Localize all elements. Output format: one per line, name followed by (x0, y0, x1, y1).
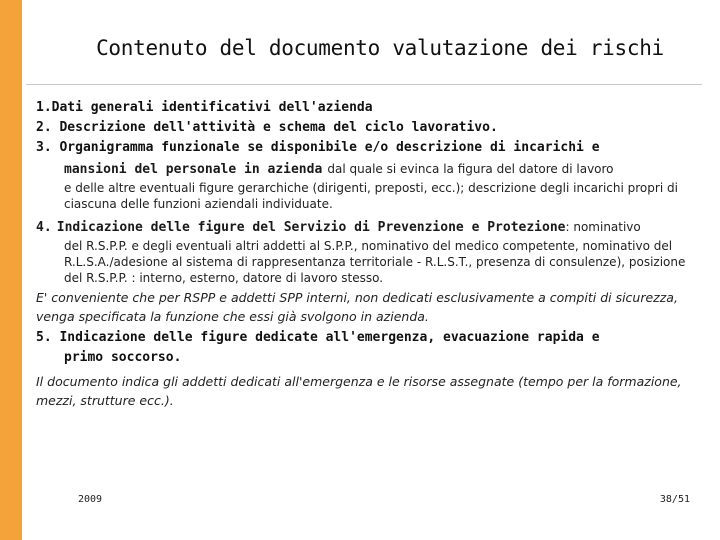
item-heading: Indicazione delle figure del Servizio di Prevenzione e Protezione (56, 220, 566, 235)
item-heading: Dati generali identificativi dell'azienda (51, 100, 373, 115)
slide-title: Contenuto del documento valutazione dei rischi (96, 36, 664, 60)
item-heading: Descrizione dell'attività e schema del ciclo lavorativo. (59, 120, 498, 135)
footer-year: 2009 (78, 494, 103, 505)
list-item-1 (36, 98, 702, 118)
item-detail: del R.S.P.P. e degli eventuali altri addetti al S.P.P., nominativo del medico competente, nominativo del R.L.S.A./adesione al sistema di rappresentanza territoriale - R.L.S.T., presenza di consulenze), posizione del R.S.P.P. : interno, esterno, datore di lavoro stesso. (64, 239, 686, 285)
list-item-3 (36, 138, 702, 212)
item-number: 3. (36, 140, 52, 155)
item-heading-line1: Indicazione delle figure dedicate all'emergenza, evacuazione rapida e (59, 330, 600, 345)
item-detail-inline: dal quale si evinca la figura del datore di lavoro (327, 162, 614, 176)
title-divider (26, 84, 702, 85)
list-item-5 (36, 328, 702, 368)
item-number: 5. (36, 330, 52, 345)
list-item-4 (36, 216, 702, 286)
item-heading-line2: mansioni del personale in azienda (64, 162, 323, 177)
item-detail-inline: : nominativo (565, 220, 641, 234)
page-number: 38/51 (659, 494, 690, 505)
item-heading-line2: primo soccorso. (64, 350, 182, 365)
item-number: 2. (36, 120, 52, 135)
note-paragraph-1: E' conveniente che per RSPP e addetti SPP interni, non dedicati esclusivamente a compiti di sicurezza, venga specificata la funzione che essi già svolgono in azienda. (36, 290, 678, 324)
item-detail: e delle altre eventuali figure gerarchiche (dirigenti, preposti, ecc.); descrizione degli incarichi propri di ciascuna delle funzioni aziendali individuate. (64, 181, 678, 211)
item-number: 1. (36, 100, 52, 115)
item-number: 4. (36, 220, 52, 235)
item-heading-line1: Organigramma funzionale se disponibile e/o descrizione di incarichi e (59, 140, 600, 155)
accent-bar (0, 0, 22, 540)
note-paragraph-2: Il documento indica gli addetti dedicati all'emergenza e le risorse assegnate (tempo per la formazione, mezzi, strutture ecc.). (36, 374, 682, 408)
list-item-2 (36, 118, 702, 138)
slide-content (36, 98, 702, 410)
